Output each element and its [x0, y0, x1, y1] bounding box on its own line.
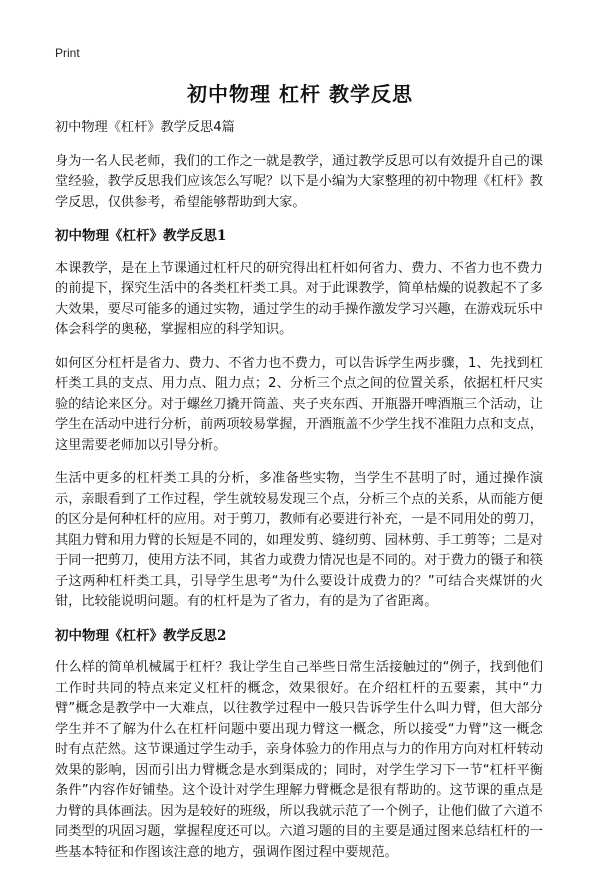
section-2-paragraph-1: 什么样的简单机械属于杠杆？我让学生自己举些日常生活接触过的“例子，找到他们工作时共同的特点来定义杠杆的概念，效果很好。在介绍杠杆的五要素，其中“力臂”概念是教学中一大难点，以往教学过程中一般只告诉学生什么叫力臂，但大部分学生并不了解为什么在杠杆问题中要出现力臂这一概念，所以接受“力臂”这一概念时有点茫然。这节课通过学生动手，亲身体验力的作用点与力的作用方向对杠杆转动效果的影响，因而引出力臂概念是水到渠成的；同时，对学生学习下一节“杠杆平衡条件”内容作好铺垫。这个设计对学生理解力臂概念是很有帮助的。这节课的重点是力臂的具体画法。因为是较好的班级，所以我就示范了一个例子，让他们做了六道不同类型的巩固习题，掌握程度还可以。六道习题的目的主要是通过图来总结杠杆的一些基本特征和作图该注意的地方，强调作图过程中要规范。	[55, 660, 543, 860]
document-title: 初中物理 杠杆 教学反思	[187, 82, 413, 106]
document-body	[55, 118, 543, 876]
section-heading-2: 初中物理《杠杆》教学反思2	[55, 627, 227, 644]
section-1-paragraph-1: 本课教学，是在上节课通过杠杆尺的研究得出杠杆如何省力、费力、不省力也不费力的前提下，探究生活中的各类杠杆类工具。对于此课教学，简单枯燥的说教起不了多大效果，要尽可能多的通过实物，通过学生的动手操作激发学习兴趣，在游戏玩乐中体会科学的奥秘，掌握相应的科学知识。	[55, 260, 543, 337]
document-subtitle: 初中物理《杠杆》教学反思4篇	[55, 120, 235, 135]
print-label: Print	[55, 46, 80, 60]
section-1-paragraph-2: 如何区分杠杆是省力、费力、不省力也不费力，可以告诉学生两步骤，1、先找到杠杆类工具的支点、用力点、阻力点；2、分析三个点之间的位置关系，依据杠杆尺实验的结论来区分。对于螺丝刀撬开筒盖、夹子夹东西、开瓶器开啤酒瓶三个活动，让学生在活动中进行分析，前两项较易掌握，开酒瓶盖不少学生找不准阻力点和支点，这里需要老师加以引导分析。	[55, 355, 543, 453]
section-1-paragraph-3: 生活中更多的杠杆类工具的分析，多准备些实物，当学生不甚明了时，通过操作演示，亲眼看到了工作过程，学生就较易发现三个点，分析三个点的关系，从而能方便的区分是何种杠杆的应用。对于剪刀，教师有必要进行补充，一是不同用处的剪刀，其阻力臂和用力臂的长短是不同的，如理发剪、缝纫剪、园林剪、手工剪等；二是对于同一把剪刀，使用方法不同，其省力或费力情况也是不同的。对于费力的镊子和筷子这两种杠杆类工具，引导学生思考“为什么要设计成费力的？”可结合夹煤饼的火钳，比较能说明问题。有的杠杆是为了省力，有的是为了省距离。	[55, 471, 543, 609]
section-heading-1: 初中物理《杠杆》教学反思1	[55, 228, 227, 244]
intro-paragraph: 身为一名人民老师，我们的工作之一就是教学，通过教学反思可以有效提升自己的课堂经验，教学反思我们应该怎么写呢？以下是小编为大家整理的初中物理《杠杆》教学反思，仅供参考，希望能够帮助到大家。	[55, 153, 543, 210]
